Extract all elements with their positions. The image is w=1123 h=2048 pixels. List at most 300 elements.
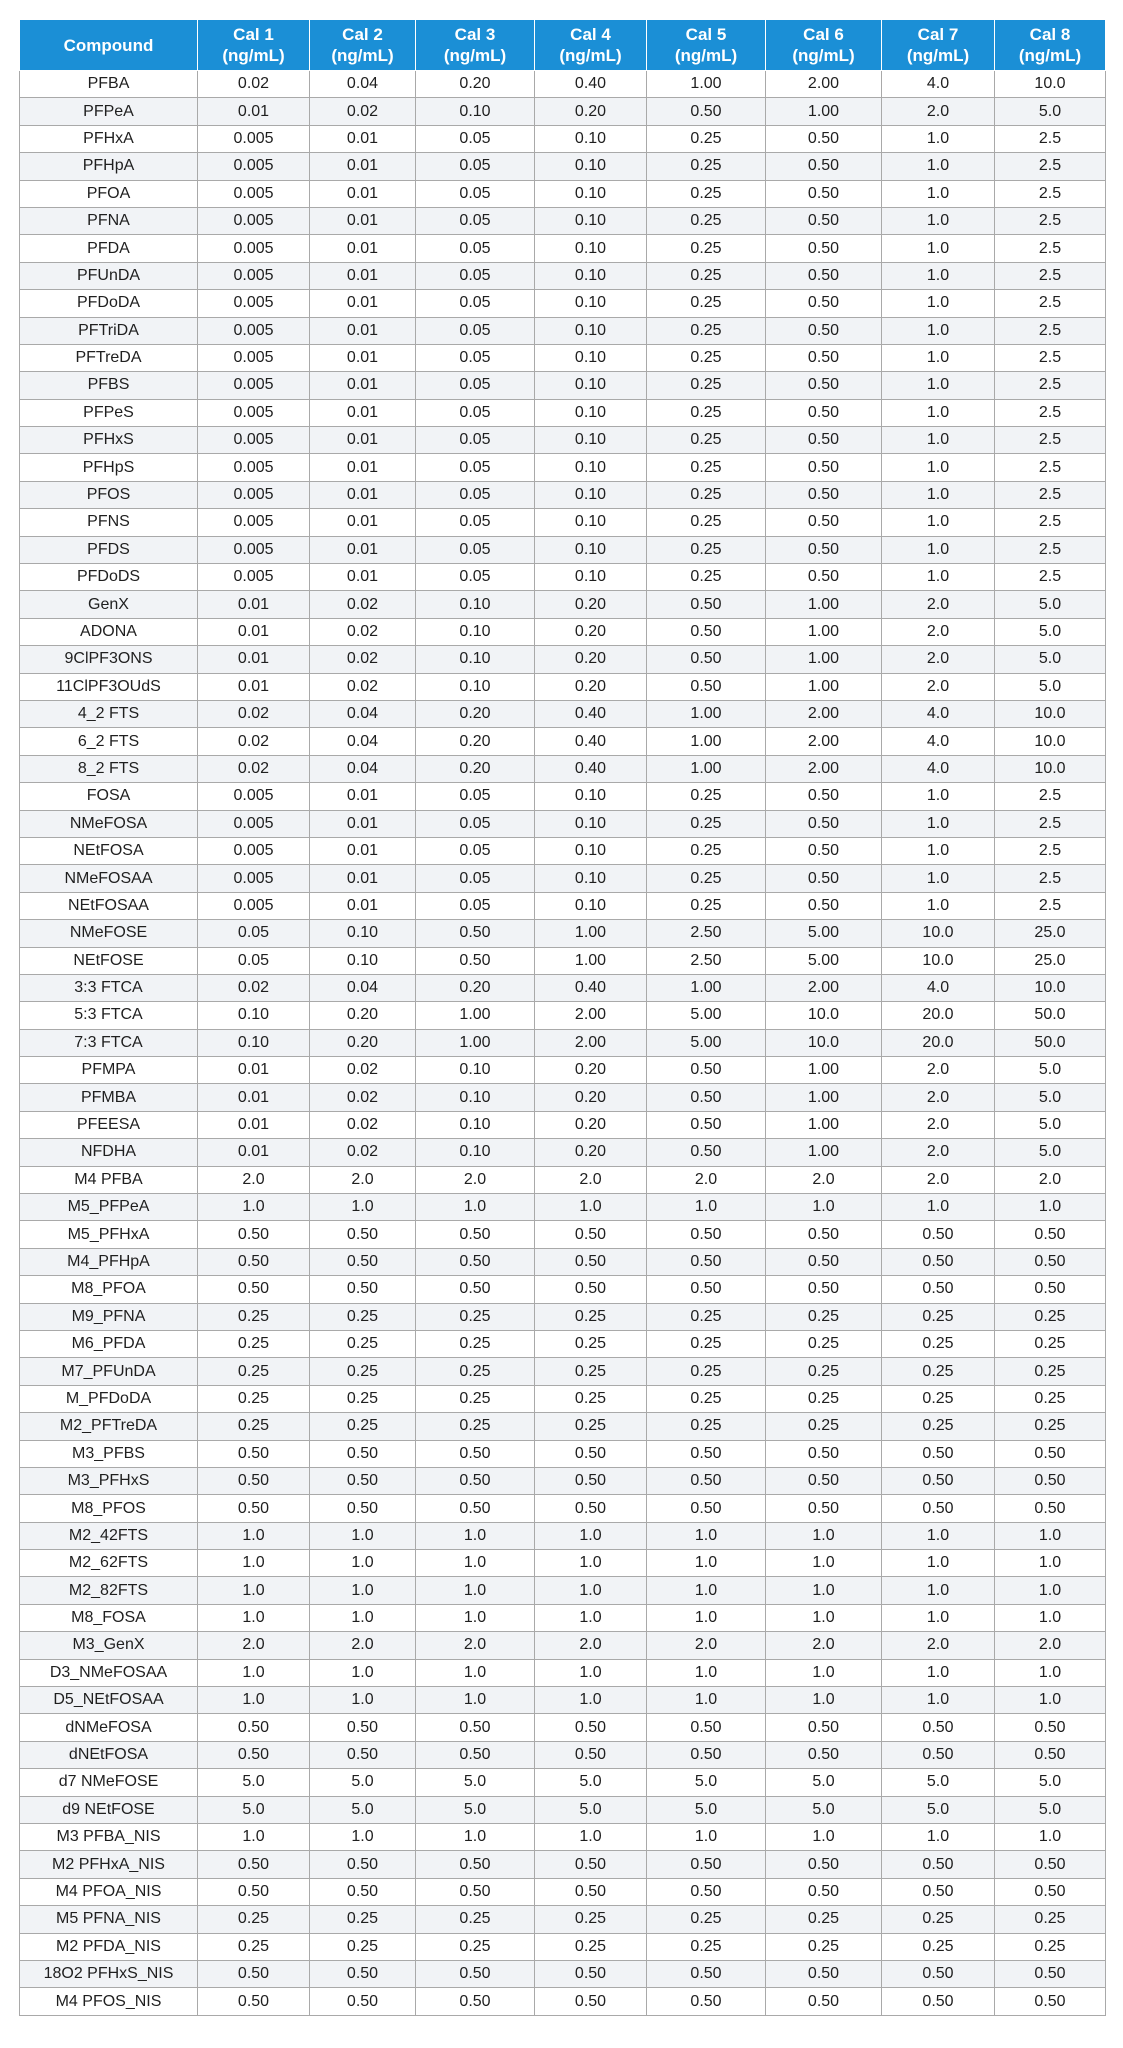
- cal-value-cell: 0.50: [647, 1960, 766, 1987]
- compound-cell: PFHxS: [20, 427, 198, 454]
- table-row: [20, 372, 1106, 399]
- cal-value-cell: 0.20: [416, 700, 535, 727]
- cal-value-cell: 0.05: [198, 920, 310, 947]
- cal-value-cell: 0.04: [310, 71, 416, 98]
- cal-value-cell: 5.0: [995, 98, 1106, 125]
- cal-value-cell: 2.5: [995, 783, 1106, 810]
- cal-value-cell: 5.0: [995, 618, 1106, 645]
- header-cal-1: Cal 1 (ng/mL): [198, 20, 310, 71]
- cal-value-cell: 0.25: [310, 1303, 416, 1330]
- compound-cell: PFUnDA: [20, 262, 198, 289]
- cal-value-cell: 0.25: [882, 1413, 995, 1440]
- cal-value-cell: 1.0: [882, 1659, 995, 1686]
- cal-value-cell: 1.0: [535, 1659, 647, 1686]
- cal-value-cell: 0.40: [535, 974, 647, 1001]
- cal-value-cell: 0.25: [882, 1933, 995, 1960]
- cal-value-cell: 0.10: [416, 1084, 535, 1111]
- cal-value-cell: 0.50: [995, 1878, 1106, 1905]
- cal-value-cell: 0.10: [535, 262, 647, 289]
- cal-value-cell: 25.0: [995, 947, 1106, 974]
- table-row: [20, 728, 1106, 755]
- cal-value-cell: 0.50: [882, 1878, 995, 1905]
- cal-value-cell: 0.20: [535, 1057, 647, 1084]
- cal-value-cell: 0.01: [198, 1111, 310, 1138]
- cal-value-cell: 0.01: [198, 1057, 310, 1084]
- cal-value-cell: 1.0: [535, 1577, 647, 1604]
- compound-cell: NEtFOSA: [20, 837, 198, 864]
- table-row: [20, 1577, 1106, 1604]
- cal-value-cell: 0.05: [416, 454, 535, 481]
- compound-cell: M3 PFBA_NIS: [20, 1824, 198, 1851]
- cal-value-cell: 0.25: [416, 1330, 535, 1357]
- cal-value-cell: 1.0: [882, 262, 995, 289]
- cal-value-cell: 0.50: [647, 1084, 766, 1111]
- cal-value-cell: 0.50: [882, 1467, 995, 1494]
- compound-cell: PFBA: [20, 71, 198, 98]
- cal-value-cell: 0.01: [310, 865, 416, 892]
- cal-value-cell: 1.0: [882, 1604, 995, 1631]
- cal-value-cell: 5.00: [647, 1029, 766, 1056]
- cal-value-cell: 0.50: [310, 1276, 416, 1303]
- cal-value-cell: 0.05: [416, 125, 535, 152]
- cal-value-cell: 0.50: [766, 1851, 882, 1878]
- cal-value-cell: 0.10: [535, 399, 647, 426]
- cal-value-cell: 0.50: [882, 1248, 995, 1275]
- cal-value-cell: 0.01: [310, 262, 416, 289]
- cal-value-cell: 0.50: [766, 536, 882, 563]
- cal-value-cell: 0.50: [310, 1248, 416, 1275]
- cal-value-cell: 1.0: [198, 1604, 310, 1631]
- cal-value-cell: 1.0: [766, 1550, 882, 1577]
- table-row: [20, 1796, 1106, 1823]
- cal-value-cell: 1.0: [995, 1522, 1106, 1549]
- cal-value-cell: 1.0: [535, 1824, 647, 1851]
- cal-value-cell: 0.02: [310, 1084, 416, 1111]
- cal-value-cell: 1.0: [647, 1194, 766, 1221]
- cal-value-cell: 0.005: [198, 892, 310, 919]
- cal-value-cell: 0.25: [310, 1413, 416, 1440]
- cal-value-cell: 4.0: [882, 755, 995, 782]
- cal-value-cell: 1.0: [882, 865, 995, 892]
- cal-value-cell: 0.50: [766, 207, 882, 234]
- cal-value-cell: 0.50: [647, 591, 766, 618]
- cal-value-cell: 0.02: [198, 755, 310, 782]
- cal-value-cell: 1.0: [310, 1659, 416, 1686]
- table-row: [20, 865, 1106, 892]
- cal-value-cell: 2.00: [766, 755, 882, 782]
- compound-cell: 4_2 FTS: [20, 700, 198, 727]
- table-row: [20, 892, 1106, 919]
- cal-value-cell: 0.50: [198, 1276, 310, 1303]
- cal-value-cell: 0.01: [310, 235, 416, 262]
- cal-value-cell: 0.25: [882, 1385, 995, 1412]
- cal-value-cell: 0.10: [416, 673, 535, 700]
- compound-cell: PFTreDA: [20, 344, 198, 371]
- compound-cell: M2_PFTreDA: [20, 1413, 198, 1440]
- cal-value-cell: 1.0: [882, 125, 995, 152]
- cal-value-cell: 0.40: [535, 71, 647, 98]
- cal-value-cell: 1.0: [882, 1550, 995, 1577]
- cal-value-cell: 0.50: [647, 1440, 766, 1467]
- cal-value-cell: 0.01: [310, 892, 416, 919]
- cal-value-cell: 0.25: [535, 1413, 647, 1440]
- header-cal-5: Cal 5 (ng/mL): [647, 20, 766, 71]
- cal-value-cell: 1.0: [198, 1194, 310, 1221]
- cal-value-cell: 0.005: [198, 290, 310, 317]
- cal-value-cell: 0.50: [535, 1741, 647, 1768]
- cal-value-cell: 0.50: [995, 1988, 1106, 2015]
- cal-value-cell: 0.25: [416, 1385, 535, 1412]
- cal-value-cell: 0.25: [647, 290, 766, 317]
- cal-value-cell: 2.5: [995, 536, 1106, 563]
- cal-value-cell: 0.20: [535, 646, 647, 673]
- cal-value-cell: 0.01: [310, 290, 416, 317]
- cal-value-cell: 0.50: [766, 1467, 882, 1494]
- cal-value-cell: 1.00: [766, 1084, 882, 1111]
- cal-value-cell: 1.0: [198, 1659, 310, 1686]
- table-row: [20, 564, 1106, 591]
- cal-value-cell: 0.25: [310, 1358, 416, 1385]
- cal-value-cell: 0.005: [198, 454, 310, 481]
- cal-value-cell: 0.50: [416, 920, 535, 947]
- cal-value-cell: 5.0: [995, 1111, 1106, 1138]
- cal-value-cell: 0.05: [416, 153, 535, 180]
- cal-value-cell: 0.50: [310, 1851, 416, 1878]
- cal-value-cell: 0.50: [535, 1440, 647, 1467]
- cal-value-cell: 4.0: [882, 974, 995, 1001]
- cal-value-cell: 0.25: [198, 1358, 310, 1385]
- cal-value-cell: 0.01: [310, 481, 416, 508]
- cal-value-cell: 0.20: [535, 618, 647, 645]
- cal-value-cell: 0.05: [416, 564, 535, 591]
- cal-value-cell: 0.25: [647, 153, 766, 180]
- compound-cell: PFMBA: [20, 1084, 198, 1111]
- compound-cell: 8_2 FTS: [20, 755, 198, 782]
- table-row: [20, 1358, 1106, 1385]
- cal-value-cell: 0.50: [995, 1714, 1106, 1741]
- cal-value-cell: 1.00: [647, 974, 766, 1001]
- cal-value-cell: 1.0: [647, 1687, 766, 1714]
- compound-cell: NEtFOSE: [20, 947, 198, 974]
- cal-value-cell: 2.0: [647, 1166, 766, 1193]
- cal-value-cell: 0.50: [198, 1221, 310, 1248]
- cal-value-cell: 1.0: [198, 1550, 310, 1577]
- cal-value-cell: 0.25: [647, 783, 766, 810]
- cal-value-cell: 0.10: [198, 1002, 310, 1029]
- table-row: [20, 454, 1106, 481]
- table-row: [20, 1221, 1106, 1248]
- cal-value-cell: 0.005: [198, 865, 310, 892]
- compound-cell: PFNS: [20, 509, 198, 536]
- cal-value-cell: 0.25: [310, 1933, 416, 1960]
- cal-value-cell: 0.50: [766, 180, 882, 207]
- cal-value-cell: 0.25: [198, 1413, 310, 1440]
- compound-cell: M2_82FTS: [20, 1577, 198, 1604]
- cal-value-cell: 1.0: [535, 1194, 647, 1221]
- cal-value-cell: 0.02: [310, 98, 416, 125]
- cal-value-cell: 1.0: [882, 509, 995, 536]
- cal-value-cell: 0.25: [647, 1933, 766, 1960]
- cal-value-cell: 2.0: [995, 1632, 1106, 1659]
- cal-value-cell: 2.0: [766, 1632, 882, 1659]
- cal-value-cell: 2.0: [416, 1166, 535, 1193]
- header-cal-3: Cal 3 (ng/mL): [416, 20, 535, 71]
- compound-cell: PFBS: [20, 372, 198, 399]
- cal-value-cell: 0.50: [198, 1248, 310, 1275]
- cal-value-cell: 0.50: [766, 564, 882, 591]
- cal-value-cell: 1.0: [535, 1522, 647, 1549]
- cal-value-cell: 2.0: [310, 1166, 416, 1193]
- cal-value-cell: 0.50: [647, 1741, 766, 1768]
- cal-value-cell: 0.20: [310, 1029, 416, 1056]
- cal-value-cell: 1.0: [416, 1659, 535, 1686]
- cal-value-cell: 0.50: [995, 1276, 1106, 1303]
- cal-value-cell: 0.50: [310, 1878, 416, 1905]
- table-row: [20, 1741, 1106, 1768]
- cal-value-cell: 0.25: [995, 1303, 1106, 1330]
- cal-value-cell: 0.005: [198, 481, 310, 508]
- cal-value-cell: 0.50: [882, 1714, 995, 1741]
- table-row: [20, 1330, 1106, 1357]
- cal-value-cell: 1.0: [882, 892, 995, 919]
- cal-value-cell: 0.25: [647, 810, 766, 837]
- cal-value-cell: 1.0: [310, 1687, 416, 1714]
- compound-cell: M2_42FTS: [20, 1522, 198, 1549]
- table-row: [20, 1385, 1106, 1412]
- cal-value-cell: 0.02: [198, 700, 310, 727]
- cal-value-cell: 0.50: [766, 235, 882, 262]
- cal-value-cell: 1.0: [766, 1659, 882, 1686]
- cal-value-cell: 0.25: [647, 317, 766, 344]
- cal-value-cell: 0.25: [198, 1330, 310, 1357]
- cal-value-cell: 2.0: [310, 1632, 416, 1659]
- table-row: [20, 1714, 1106, 1741]
- cal-value-cell: 0.50: [882, 1495, 995, 1522]
- cal-value-cell: 0.01: [310, 783, 416, 810]
- cal-value-cell: 2.5: [995, 180, 1106, 207]
- table-row: [20, 1604, 1106, 1631]
- cal-value-cell: 0.50: [198, 1878, 310, 1905]
- cal-value-cell: 0.10: [535, 207, 647, 234]
- cal-value-cell: 0.02: [198, 974, 310, 1001]
- cal-value-cell: 0.02: [310, 646, 416, 673]
- cal-value-cell: 0.25: [535, 1933, 647, 1960]
- cal-value-cell: 0.25: [647, 1303, 766, 1330]
- cal-value-cell: 2.00: [535, 1029, 647, 1056]
- compound-cell: PFDA: [20, 235, 198, 262]
- cal-value-cell: 0.005: [198, 262, 310, 289]
- cal-value-cell: 0.25: [647, 837, 766, 864]
- cal-value-cell: 0.50: [882, 1960, 995, 1987]
- cal-value-cell: 0.25: [647, 399, 766, 426]
- cal-value-cell: 0.50: [995, 1495, 1106, 1522]
- cal-value-cell: 0.005: [198, 509, 310, 536]
- cal-value-cell: 1.0: [647, 1659, 766, 1686]
- cal-value-cell: 0.50: [647, 1714, 766, 1741]
- table-row: [20, 1303, 1106, 1330]
- cal-value-cell: 0.50: [647, 1988, 766, 2015]
- cal-value-cell: 0.10: [416, 1057, 535, 1084]
- cal-value-cell: 0.01: [310, 372, 416, 399]
- cal-value-cell: 0.50: [995, 1467, 1106, 1494]
- cal-value-cell: 0.20: [416, 728, 535, 755]
- cal-value-cell: 0.50: [416, 1467, 535, 1494]
- cal-value-cell: 0.01: [198, 618, 310, 645]
- cal-value-cell: 2.0: [647, 1632, 766, 1659]
- cal-value-cell: 0.01: [198, 1139, 310, 1166]
- cal-value-cell: 1.0: [416, 1194, 535, 1221]
- cal-value-cell: 0.25: [995, 1385, 1106, 1412]
- cal-value-cell: 0.50: [535, 1467, 647, 1494]
- cal-value-cell: 0.50: [766, 454, 882, 481]
- compound-cell: ADONA: [20, 618, 198, 645]
- cal-value-cell: 1.00: [766, 1057, 882, 1084]
- cal-value-cell: 2.5: [995, 865, 1106, 892]
- compound-cell: NFDHA: [20, 1139, 198, 1166]
- cal-value-cell: 1.0: [882, 481, 995, 508]
- cal-value-cell: 1.00: [766, 591, 882, 618]
- cal-value-cell: 0.05: [416, 207, 535, 234]
- cal-value-cell: 0.10: [416, 1111, 535, 1138]
- compound-cell: 5:3 FTCA: [20, 1002, 198, 1029]
- cal-value-cell: 0.50: [647, 1878, 766, 1905]
- cal-value-cell: 5.00: [766, 947, 882, 974]
- cal-value-cell: 1.00: [647, 728, 766, 755]
- cal-value-cell: 0.10: [416, 1139, 535, 1166]
- cal-value-cell: 2.5: [995, 262, 1106, 289]
- cal-value-cell: 0.20: [310, 1002, 416, 1029]
- cal-value-cell: 0.25: [535, 1358, 647, 1385]
- cal-value-cell: 0.01: [310, 837, 416, 864]
- cal-value-cell: 0.50: [535, 1714, 647, 1741]
- cal-value-cell: 0.50: [647, 1248, 766, 1275]
- cal-value-cell: 0.10: [535, 892, 647, 919]
- cal-value-cell: 0.10: [535, 372, 647, 399]
- cal-value-cell: 0.10: [535, 153, 647, 180]
- cal-value-cell: 1.0: [995, 1550, 1106, 1577]
- table-row: [20, 947, 1106, 974]
- cal-value-cell: 0.20: [535, 1139, 647, 1166]
- cal-value-cell: 1.0: [198, 1824, 310, 1851]
- cal-value-cell: 1.0: [310, 1194, 416, 1221]
- cal-value-cell: 0.25: [647, 481, 766, 508]
- cal-value-cell: 1.0: [766, 1604, 882, 1631]
- cal-value-cell: 5.0: [995, 1796, 1106, 1823]
- cal-value-cell: 0.25: [647, 1385, 766, 1412]
- cal-value-cell: 0.50: [535, 1276, 647, 1303]
- cal-value-cell: 1.0: [995, 1687, 1106, 1714]
- cal-value-cell: 25.0: [995, 920, 1106, 947]
- cal-value-cell: 0.50: [416, 1878, 535, 1905]
- cal-value-cell: 2.5: [995, 564, 1106, 591]
- cal-value-cell: 0.50: [766, 783, 882, 810]
- cal-value-cell: 2.5: [995, 125, 1106, 152]
- cal-value-cell: 0.05: [416, 235, 535, 262]
- compound-cell: d7 NMeFOSE: [20, 1769, 198, 1796]
- cal-value-cell: 0.50: [647, 1111, 766, 1138]
- compound-cell: M3_PFHxS: [20, 1467, 198, 1494]
- cal-value-cell: 0.25: [647, 235, 766, 262]
- cal-value-cell: 2.5: [995, 344, 1106, 371]
- table-row: [20, 1522, 1106, 1549]
- table-row: [20, 810, 1106, 837]
- table-row: [20, 1139, 1106, 1166]
- cal-value-cell: 0.05: [416, 481, 535, 508]
- cal-value-cell: 0.20: [416, 755, 535, 782]
- cal-value-cell: 2.0: [882, 591, 995, 618]
- cal-value-cell: 0.005: [198, 235, 310, 262]
- compound-cell: M3_GenX: [20, 1632, 198, 1659]
- cal-value-cell: 1.0: [882, 1194, 995, 1221]
- compound-cell: PFOA: [20, 180, 198, 207]
- cal-value-cell: 0.50: [198, 1495, 310, 1522]
- cal-value-cell: 0.005: [198, 153, 310, 180]
- cal-value-cell: 0.20: [416, 71, 535, 98]
- cal-value-cell: 5.0: [995, 591, 1106, 618]
- cal-value-cell: 0.50: [310, 1714, 416, 1741]
- cal-value-cell: 10.0: [995, 755, 1106, 782]
- table-row: [20, 427, 1106, 454]
- table-row: [20, 509, 1106, 536]
- compound-cell: NMeFOSAA: [20, 865, 198, 892]
- cal-value-cell: 0.05: [416, 180, 535, 207]
- cal-value-cell: 0.50: [416, 1741, 535, 1768]
- cal-value-cell: 0.25: [647, 125, 766, 152]
- table-row: [20, 1878, 1106, 1905]
- cal-value-cell: 1.0: [882, 1577, 995, 1604]
- cal-value-cell: 1.0: [198, 1577, 310, 1604]
- header-compound: Compound: [20, 20, 198, 71]
- cal-value-cell: 0.25: [198, 1906, 310, 1933]
- compound-cell: dNEtFOSA: [20, 1741, 198, 1768]
- table-row: [20, 98, 1106, 125]
- cal-value-cell: 0.50: [535, 1878, 647, 1905]
- cal-value-cell: 0.25: [647, 1906, 766, 1933]
- cal-value-cell: 0.50: [995, 1960, 1106, 1987]
- compound-cell: M8_PFOS: [20, 1495, 198, 1522]
- cal-value-cell: 2.5: [995, 427, 1106, 454]
- header-row: [20, 20, 1106, 71]
- cal-value-cell: 1.0: [416, 1577, 535, 1604]
- table-row: [20, 1248, 1106, 1275]
- compound-cell: FOSA: [20, 783, 198, 810]
- cal-value-cell: 0.50: [647, 618, 766, 645]
- cal-value-cell: 1.0: [647, 1577, 766, 1604]
- cal-value-cell: 0.50: [416, 1221, 535, 1248]
- cal-value-cell: 0.50: [766, 399, 882, 426]
- cal-value-cell: 0.25: [310, 1906, 416, 1933]
- cal-value-cell: 1.0: [882, 153, 995, 180]
- cal-value-cell: 1.0: [995, 1577, 1106, 1604]
- cal-value-cell: 0.50: [647, 1467, 766, 1494]
- cal-value-cell: 1.0: [416, 1550, 535, 1577]
- cal-value-cell: 0.50: [416, 1988, 535, 2015]
- cal-value-cell: 0.25: [647, 564, 766, 591]
- cal-value-cell: 0.10: [535, 536, 647, 563]
- cal-value-cell: 0.04: [310, 755, 416, 782]
- compound-cell: PFTriDA: [20, 317, 198, 344]
- compound-cell: M8_PFOA: [20, 1276, 198, 1303]
- cal-value-cell: 0.01: [310, 207, 416, 234]
- cal-value-cell: 1.00: [766, 673, 882, 700]
- cal-value-cell: 2.0: [882, 646, 995, 673]
- cal-value-cell: 1.0: [416, 1824, 535, 1851]
- cal-value-cell: 1.0: [416, 1522, 535, 1549]
- cal-value-cell: 2.5: [995, 153, 1106, 180]
- cal-value-cell: 0.50: [766, 125, 882, 152]
- cal-value-cell: 0.50: [766, 837, 882, 864]
- cal-value-cell: 0.25: [416, 1413, 535, 1440]
